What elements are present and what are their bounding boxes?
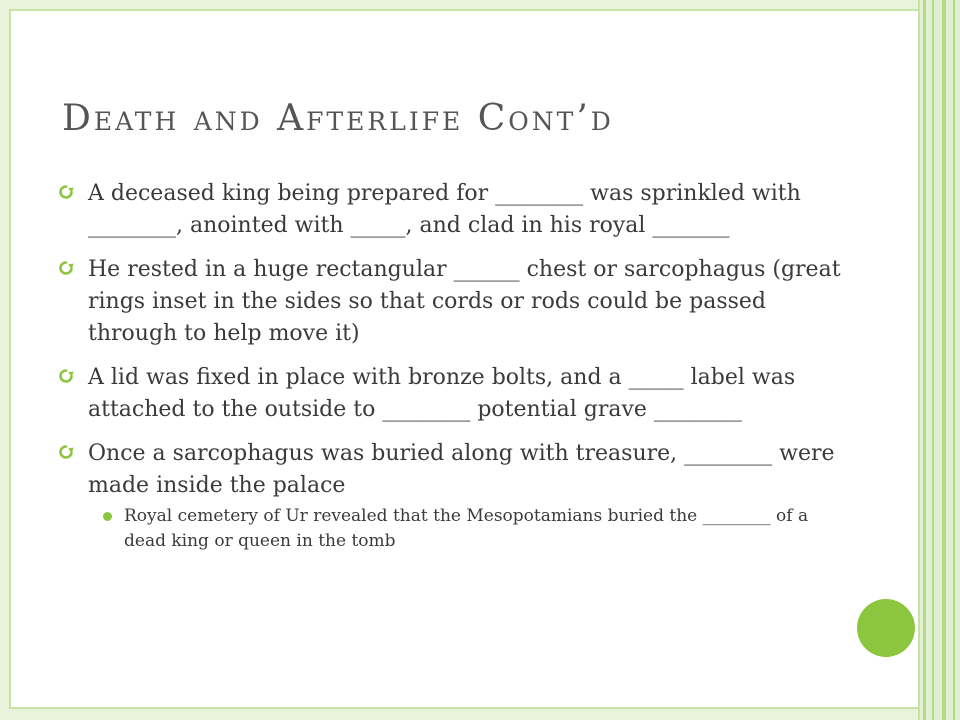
bullet-item (58, 178, 848, 242)
bullet-text: Once a sarcophagus was buried along with treasure, ________ were made inside the palace (88, 441, 835, 498)
band-stripe (923, 0, 926, 720)
slide-title: Death and Afterlife Cont’d (62, 98, 614, 139)
loop-arrow-bullet-icon (58, 260, 74, 276)
sub-bullet-text: Royal cemetery of Ur revealed that the Mesopotamians buried the ________ of a dead king or queen in the tomb (124, 506, 809, 551)
bullet-item (58, 254, 848, 350)
bullet-text: A lid was fixed in place with bronze bolts, and a _____ label was attached to the outside to ________ potential grave ________ (88, 365, 796, 422)
bullet-text: A deceased king being prepared for ________ was sprinkled with ________, anointed with _____, and clad in his royal _______ (88, 181, 801, 238)
right-decorative-band (920, 0, 960, 720)
green-circle-decoration (857, 599, 915, 657)
sub-bullet-item (58, 504, 848, 554)
green-dot-bullet-icon (103, 512, 112, 521)
loop-arrow-bullet-icon (58, 444, 74, 460)
loop-arrow-bullet-icon (58, 184, 74, 200)
loop-arrow-bullet-icon (58, 368, 74, 384)
bullet-text: He rested in a huge rectangular ______ chest or sarcophagus (great rings inset in the sides so that cords or rods could be passed through to help move it) (88, 257, 841, 346)
frame-left-line (9, 0, 11, 720)
band-stripe (953, 0, 955, 720)
frame-bottom-line (9, 707, 920, 709)
bullet-list (58, 178, 848, 554)
frame-bottom (0, 708, 920, 720)
band-stripe (942, 0, 946, 720)
bullet-item (58, 362, 848, 426)
band-stripe (932, 0, 934, 720)
frame-top-line (9, 9, 920, 11)
bullet-item (58, 438, 848, 502)
